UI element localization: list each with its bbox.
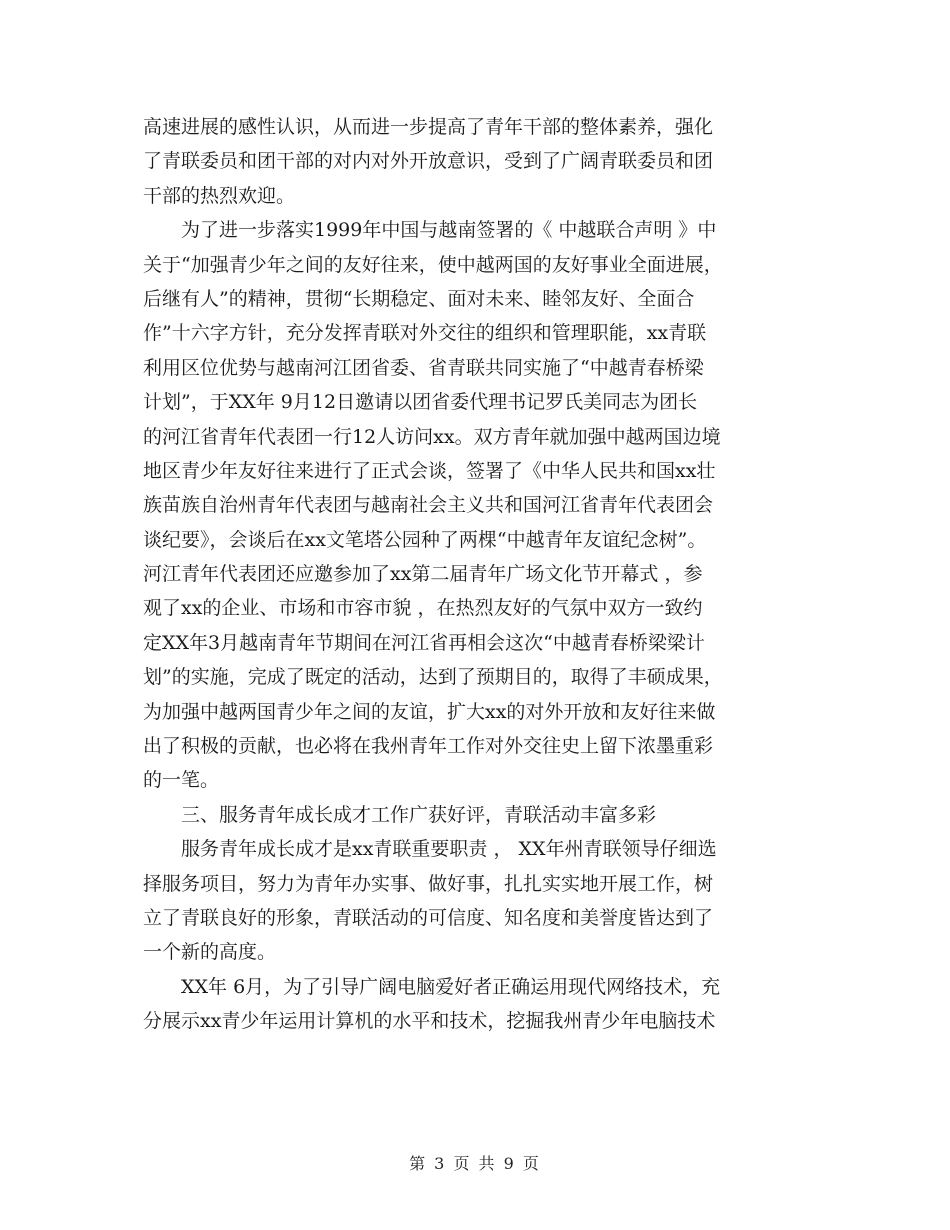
text-line: 择服务项目，努力为青年办实事、做好事，扎扎实实地开展工作，树 — [143, 872, 714, 895]
text-line: 河江青年代表团还应邀参加了xx第二届青年广场文化节开幕式 ，参 — [143, 563, 703, 586]
text-line: 的一笔。 — [143, 769, 220, 792]
text-line: 谈纪要》，会谈后在xx文笔塔公园种了两棵“中越青年友谊纪念树”。 — [143, 528, 707, 551]
text-line: 出了积极的贡献，也必将在我州青年工作对外交往史上留下浓墨重彩 — [143, 735, 714, 758]
text-line: 计划”，于XX年 9月12日邀请以团省委代理书记罗氏美同志为团长 — [143, 391, 698, 414]
text-line: 为加强中越两国青少年之间的友谊，扩大xx的对外开放和友好往来做 — [143, 700, 716, 723]
text-line: 观了xx的企业、市场和市容市貌 ，在热烈友好的气氛中双方一致约 — [143, 597, 703, 620]
text-line: 为了进一步落实1999年中国与越南签署的《 中越联合声明 》中 — [143, 219, 717, 242]
text-line: 了青联委员和团干部的对内对外开放意识，受到了广阔青联委员和团 — [143, 150, 714, 173]
text-line: 干部的热烈欢迎。 — [143, 184, 296, 207]
section-heading: 三、服务青年成长成才工作广获好评，青联活动丰富多彩 — [143, 803, 657, 826]
text-line: 关于“加强青少年之间的友好往来，使中越两国的友好事业全面进展， — [143, 253, 723, 276]
text-line: 立了青联良好的形象，青联活动的可信度、知名度和美誉度皆达到了 — [143, 906, 714, 929]
text-line: 定XX年3月越南青年节期间在河江省再相会这次“中越青春桥梁梁计 — [143, 631, 705, 654]
text-line: 一个新的高度。 — [143, 941, 277, 964]
text-line: 服务青年成长成才是xx青联重要职责 ， XX年州青联领导仔细选 — [143, 838, 717, 861]
text-line: 的河江省青年代表团一行12人访问xx。双方青年就加强中越两国边境 — [143, 425, 721, 448]
text-line: 利用区位优势与越南河江团省委、省青联共同实施了“中越青春桥梁 — [143, 356, 704, 379]
text-line: 后继有人”的精神，贯彻“长期稳定、面对未来、睦邻友好、全面合 — [143, 287, 695, 310]
text-line: XX年 6月，为了引导广阔电脑爱好者正确运用现代网络技术，充 — [143, 975, 721, 998]
text-line: 地区青少年友好往来进行了正式会谈，签署了《中华人民共和国xx壮 — [143, 459, 716, 482]
body-text — [143, 110, 823, 1039]
text-line: 划”的实施，完成了既定的活动，达到了预期目的，取得了丰硕成果， — [143, 666, 723, 689]
text-line: 高速进展的感性认识，从而进一步提高了青年干部的整体素养，强化 — [143, 116, 714, 138]
page-number-footer: 第 3 页 共 9 页 — [409, 1154, 541, 1173]
text-line: 分展示xx青少年运用计算机的水平和技术，挖掘我州青少年电脑技术 — [143, 1010, 716, 1033]
text-line: 作”十六字方针，充分发挥青联对外交往的组织和管理职能，xx青联 — [143, 322, 707, 345]
text-line: 族苗族自治州青年代表团与越南社会主义共和国河江省青年代表团会 — [143, 494, 714, 517]
